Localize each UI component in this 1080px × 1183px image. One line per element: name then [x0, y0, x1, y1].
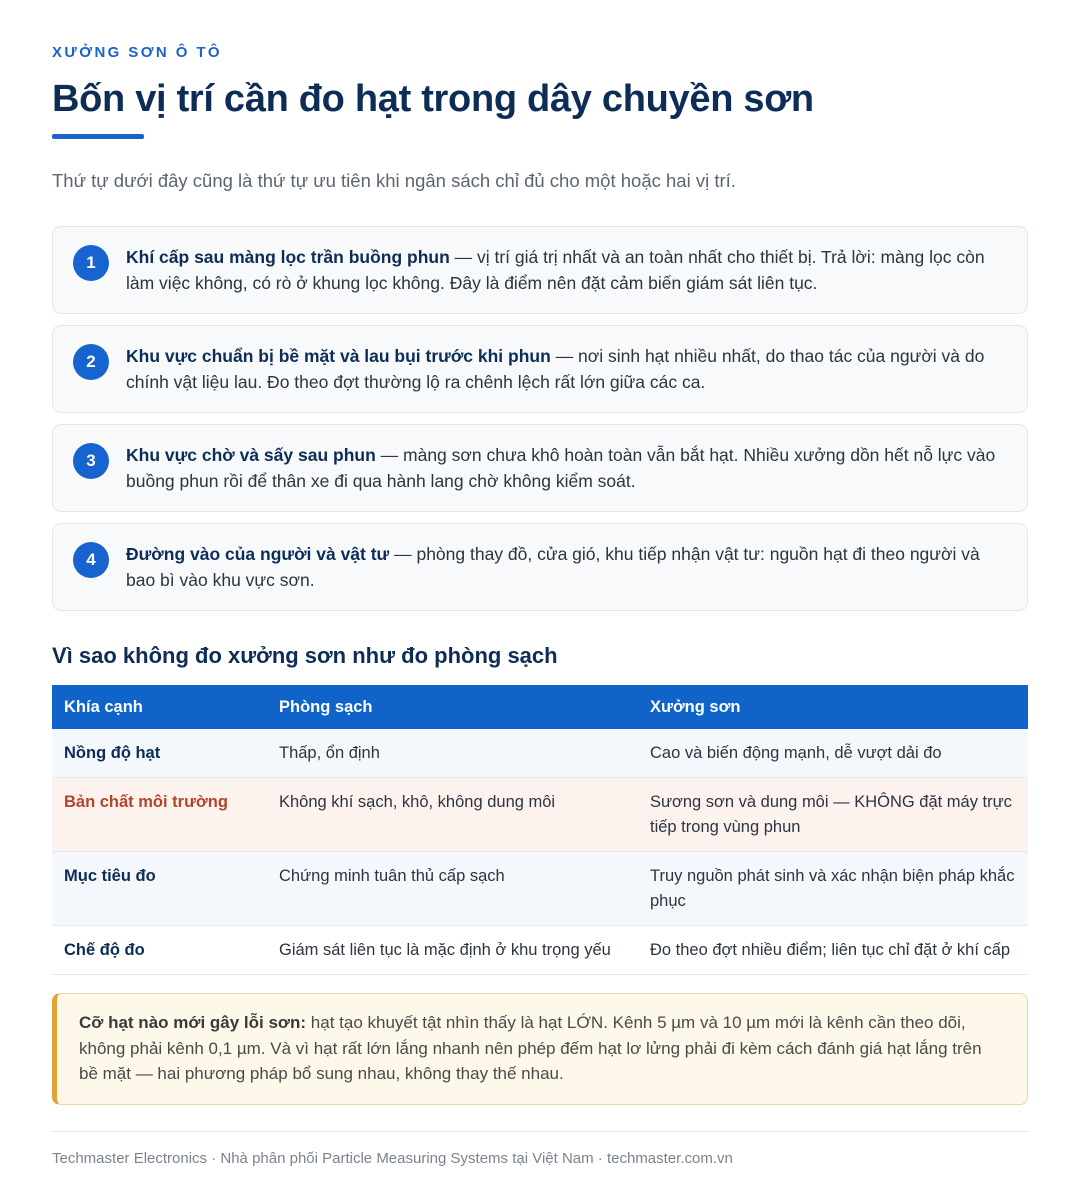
column-header: Khía cạnh: [52, 685, 267, 729]
step-number-badge: 3: [73, 443, 109, 479]
step-card: [52, 325, 1028, 413]
step-list: [52, 226, 1028, 611]
step-number-badge: 4: [73, 542, 109, 578]
step-card: [52, 523, 1028, 611]
step-card: [52, 424, 1028, 512]
table-row: [52, 729, 1028, 778]
footer-text: Techmaster Electronics · Nhà phân phối Particle Measuring Systems tại Việt Nam · techmaster.com.vn: [52, 1149, 733, 1167]
step-heading: Khu vực chờ và sấy sau phun: [126, 445, 376, 465]
table-cell: Đo theo đợt nhiều điểm; liên tục chỉ đặt ở khí cấp: [638, 926, 1028, 975]
step-body: — vị trí giá trị nhất và an toàn nhất cho thiết bị. Trả lời: màng lọc còn làm việc không, có rò ở khung lọc không. Đây là điểm nên đặt cảm biến giám sát liên tục.: [126, 247, 985, 293]
table-cell-aspect: Nồng độ hạt: [52, 729, 267, 778]
step-number-badge: 1: [73, 245, 109, 281]
step-body: — màng sơn chưa khô hoàn toàn vẫn bắt hạt. Nhiều xưởng dồn hết nỗ lực vào buồng phun rồi để thân xe đi qua hành lang chờ không kiểm soát.: [126, 445, 996, 491]
table-cell: Cao và biến động mạnh, dễ vượt dải đo: [638, 729, 1028, 778]
step-text: [126, 442, 1005, 494]
table-cell: Sương sơn và dung môi — KHÔNG đặt máy trực tiếp trong vùng phun: [638, 778, 1028, 852]
table-cell-aspect: Bản chất môi trường: [52, 778, 267, 852]
step-text: [126, 244, 1005, 296]
table-cell-aspect: Mục tiêu đo: [52, 852, 267, 926]
step-text: [126, 343, 1005, 395]
table-row: [52, 852, 1028, 926]
eyebrow: XƯỞNG SƠN Ô TÔ: [52, 44, 222, 61]
footer-divider: [52, 1131, 1028, 1132]
callout-note: [52, 993, 1028, 1105]
step-heading: Đường vào của người và vật tư: [126, 544, 390, 564]
step-number-badge: 2: [73, 344, 109, 380]
callout-text: hạt tạo khuyết tật nhìn thấy là hạt LỚN. Kênh 5 µm và 10 µm mới là kênh cần theo dõi, không phải kênh 0,1 µm. Và vì hạt rất lớn lắng nhanh nên phép đếm hạt lơ lửng phải đi kèm cách đánh giá hạt lắng trên bề mặt — hai phương pháp bổ sung nhau, không thay thế nhau.: [79, 1013, 982, 1083]
step-body: — nơi sinh hạt nhiều nhất, do thao tác của người và do chính vật liệu lau. Đo theo đợt thường lộ ra chênh lệch rất lớn giữa các ca.: [126, 346, 985, 392]
table-cell: Giám sát liên tục là mặc định ở khu trọng yếu: [267, 926, 638, 975]
table-row-warning: [52, 778, 1028, 852]
page-title: Bốn vị trí cần đo hạt trong dây chuyền sơn: [52, 78, 814, 120]
table-cell: Không khí sạch, khô, không dung môi: [267, 778, 638, 852]
table-cell: Truy nguồn phát sinh và xác nhận biện pháp khắc phục: [638, 852, 1028, 926]
step-heading: Khu vực chuẩn bị bề mặt và lau bụi trước khi phun: [126, 346, 551, 366]
callout-lead: Cỡ hạt nào mới gây lỗi sơn:: [79, 1013, 307, 1032]
column-header: Xưởng sơn: [638, 685, 1028, 729]
table-header-row: [52, 685, 1028, 729]
column-header: Phòng sạch: [267, 685, 638, 729]
table-cell: Chứng minh tuân thủ cấp sạch: [267, 852, 638, 926]
table-cell: Thấp, ổn định: [267, 729, 638, 778]
title-underline: [52, 134, 144, 139]
step-body: — phòng thay đồ, cửa gió, khu tiếp nhận vật tư: nguồn hạt đi theo người và bao bì vào khu vực sơn.: [126, 544, 980, 590]
table-cell-aspect: Chế độ đo: [52, 926, 267, 975]
step-text: [126, 541, 1005, 593]
step-card: [52, 226, 1028, 314]
table-row: [52, 926, 1028, 975]
step-heading: Khí cấp sau màng lọc trần buồng phun: [126, 247, 450, 267]
section-title: Vì sao không đo xưởng sơn như đo phòng sạch: [52, 643, 558, 668]
subtitle: Thứ tự dưới đây cũng là thứ tự ưu tiên khi ngân sách chỉ đủ cho một hoặc hai vị trí.: [52, 170, 736, 191]
comparison-table: [52, 685, 1028, 975]
